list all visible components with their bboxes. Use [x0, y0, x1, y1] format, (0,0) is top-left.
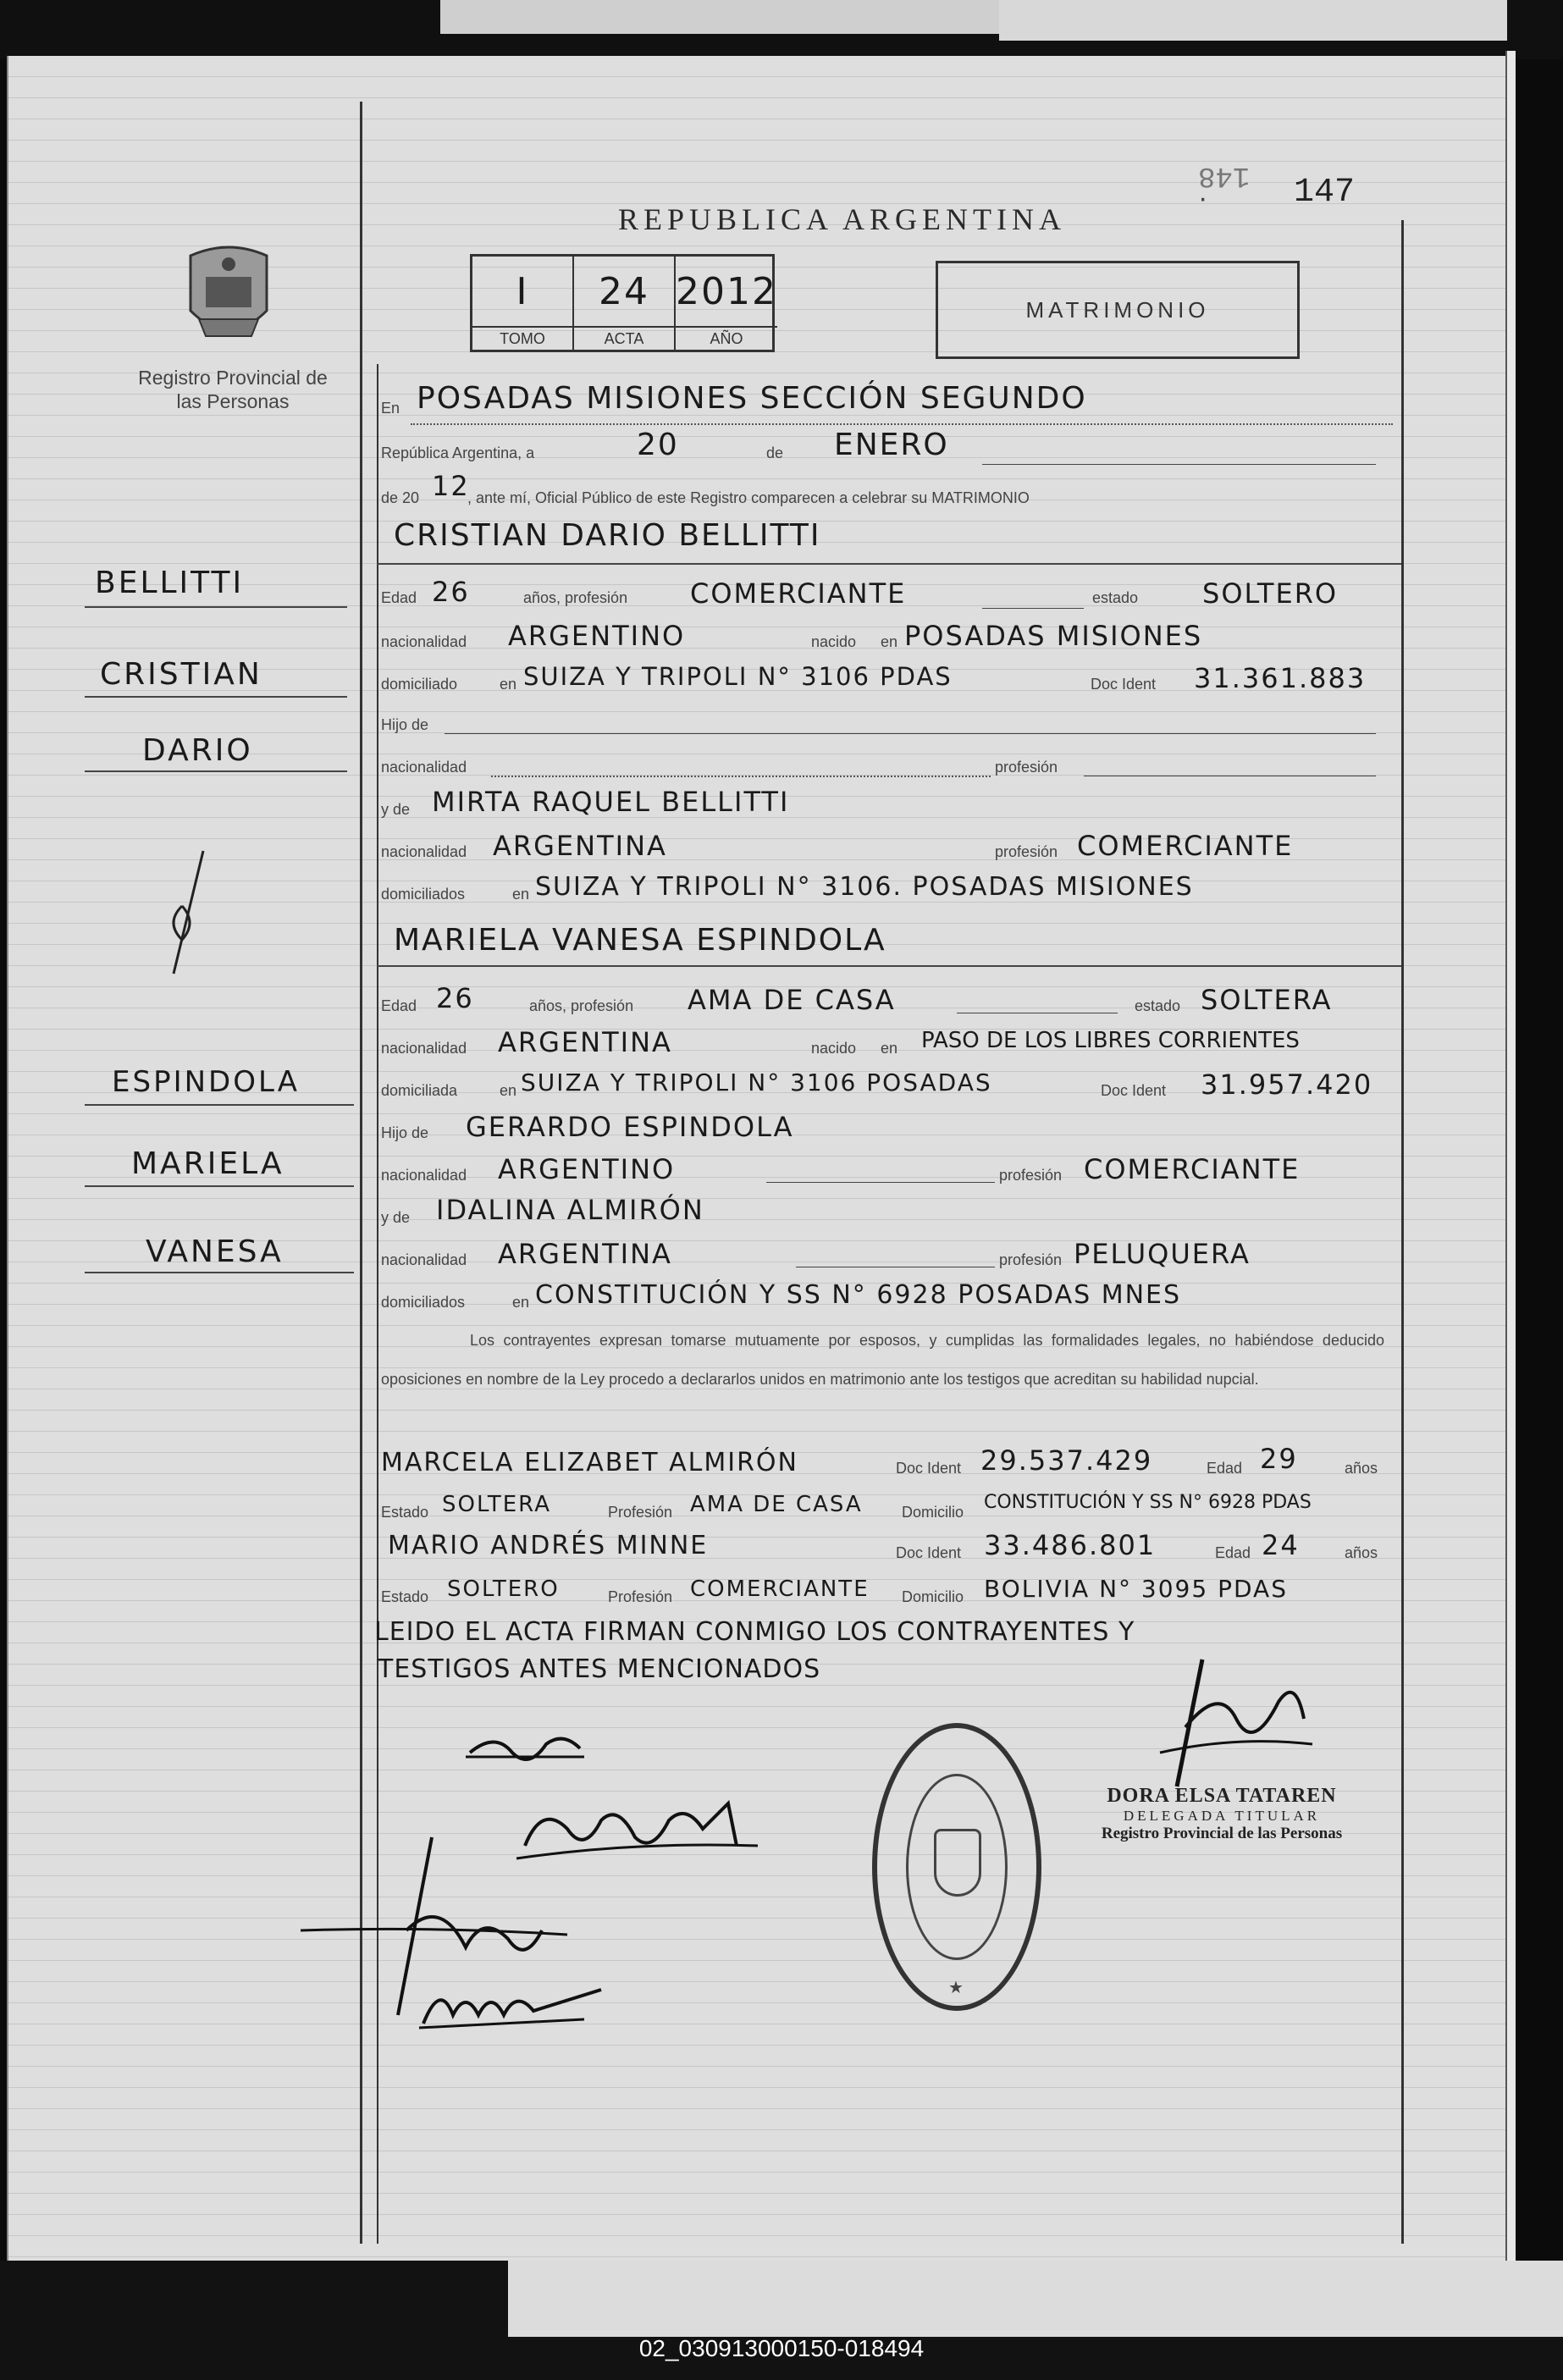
- groom-name: CRISTIAN DARIO BELLITTI: [394, 518, 821, 553]
- domiciliados-label: domiciliados: [381, 886, 466, 903]
- bride-occupation: AMA DE CASA: [688, 984, 896, 1016]
- estado-label: estado: [1135, 997, 1181, 1014]
- place-rule: [411, 423, 1393, 425]
- en-label: en: [512, 886, 530, 903]
- official-office: Registro Provincial de las Personas: [1101, 1825, 1343, 1842]
- tomo-acta-anio-box: [470, 254, 775, 352]
- margin-groom-given-2: DARIO: [142, 733, 253, 768]
- bride-father-occupation: COMERCIANTE: [1084, 1153, 1301, 1185]
- witness2-doc: 33.486.801: [984, 1529, 1157, 1561]
- profesion-label: profesión: [995, 843, 1058, 860]
- profesion-label: profesión: [995, 759, 1058, 776]
- groom-doc: 31.361.883: [1194, 662, 1367, 694]
- day-value: 20: [637, 428, 679, 462]
- witness1-age: 29: [1260, 1443, 1298, 1475]
- father-rule: [445, 733, 1376, 734]
- groom-nationality: ARGENTINO: [508, 620, 686, 652]
- estado-label: Estado: [381, 1588, 429, 1605]
- bride-status: SOLTERA: [1201, 984, 1333, 1016]
- witness2-occupation: COMERCIANTE: [690, 1577, 870, 1602]
- anios-profesion-label: años, profesión: [529, 997, 634, 1014]
- groom-address: SUIZA Y TRIPOLI N° 3106 PDAS: [523, 662, 953, 691]
- intro-text: , ante mí, Oficial Público de este Registro comparecen a celebrar su MATRIMONIO: [467, 489, 1030, 506]
- witness1-occupation: AMA DE CASA: [690, 1492, 863, 1517]
- anios-profesion-label: años, profesión: [523, 589, 628, 606]
- anio-value: 2012: [676, 269, 777, 313]
- official-block: [1074, 1785, 1370, 1843]
- profesion-label: Profesión: [608, 1504, 673, 1521]
- acta-value: 24: [574, 257, 676, 326]
- margin-bride-given-2: VANESA: [146, 1234, 284, 1269]
- margin-rule: [85, 696, 347, 698]
- witness2-name: MARIO ANDRÉS MINNE: [388, 1531, 709, 1560]
- bride-father-nat-rule: [766, 1182, 995, 1183]
- father-nat-rule: [491, 776, 991, 777]
- bride-age: 26: [436, 982, 474, 1014]
- registry-name: Registro Provincial de las Personas: [138, 367, 328, 412]
- en-label: en: [500, 1082, 517, 1099]
- groom-mother-occupation: COMERCIANTE: [1077, 830, 1294, 862]
- republica-label: República Argentina, a: [381, 445, 535, 461]
- acta-label: ACTA: [574, 326, 676, 350]
- closing-line-1: LEIDO EL ACTA FIRMAN CONMIGO LOS CONTRAYENTES Y: [374, 1617, 1135, 1647]
- en-label: en: [512, 1294, 530, 1311]
- en-label: en: [500, 676, 517, 693]
- groom-name-rule: [377, 563, 1401, 565]
- bride-mother-occupation: PELUQUERA: [1074, 1238, 1251, 1270]
- en-label: En: [381, 400, 400, 417]
- domiciliada-label: domiciliada: [381, 1082, 458, 1099]
- tomo-value: I: [472, 257, 574, 326]
- groom-mother: MIRTA RAQUEL BELLITTI: [432, 786, 790, 818]
- margin-bride-given-1: MARIELA: [131, 1146, 284, 1181]
- estado-label: estado: [1092, 589, 1139, 606]
- edad-label: Edad: [381, 997, 417, 1014]
- domicilio-label: Domicilio: [902, 1504, 964, 1521]
- bride-father: GERARDO ESPINDOLA: [466, 1111, 794, 1143]
- witness1-address: CONSTITUCIÓN Y SS N° 6928 PDAS: [984, 1492, 1312, 1513]
- margin-groom-given-1: CRISTIAN: [100, 657, 262, 692]
- y-de-label: y de: [381, 801, 411, 818]
- tomo-label: TOMO: [472, 326, 574, 350]
- stamp-star-icon: ★: [948, 1979, 964, 1997]
- bride-nationality: ARGENTINA: [498, 1026, 672, 1058]
- witness1-doc: 29.537.429: [980, 1444, 1153, 1477]
- margin-rule: [85, 606, 347, 608]
- underlying-page: [440, 0, 999, 34]
- anios-label: años: [1345, 1544, 1378, 1561]
- witness1-status: SOLTERA: [442, 1492, 551, 1517]
- official-title: DELEGADA TITULAR: [1123, 1808, 1321, 1824]
- edad-label: Edad: [381, 589, 417, 606]
- anios-label: años: [1345, 1460, 1378, 1477]
- folio-dot: ·: [1198, 182, 1208, 214]
- underlying-page: [508, 2261, 1563, 2337]
- signature-witness-2: [415, 1973, 610, 2040]
- groom-birthplace: POSADAS MISIONES: [904, 620, 1203, 652]
- domicilio-label: Domicilio: [902, 1588, 964, 1605]
- nacionalidad-label: nacionalidad: [381, 1251, 467, 1268]
- old-folio-number: 148: [1198, 159, 1251, 191]
- folio-number: 147: [1294, 174, 1356, 212]
- record-type-box: MATRIMONIO: [936, 261, 1300, 359]
- en-label: en: [881, 633, 898, 650]
- image-code: 02_030913000150-018494: [638, 2335, 925, 2361]
- groom-occupation: COMERCIANTE: [690, 577, 907, 610]
- declaration-text: Los contrayentes expresan tomarse mutuamente por esposos, y cumplidas las formalidades legales, no habiéndose deducido oposiciones en nombre de la Ley procedo a declararlos unidos en matrimonio ante los testigos que acreditan su habilidad nupcial.: [381, 1332, 1384, 1388]
- doc-ident-label: Doc Ident: [1101, 1082, 1167, 1099]
- groom-occupation-rule: [982, 608, 1084, 609]
- margin-rule: [85, 1185, 354, 1187]
- groom-age: 26: [432, 576, 470, 608]
- nacionalidad-label: nacionalidad: [381, 633, 467, 650]
- country-heading: REPUBLICA ARGENTINA: [618, 202, 1067, 236]
- de20-label: de 20: [381, 489, 420, 506]
- witness2-age: 24: [1262, 1529, 1300, 1561]
- stamp-crest-icon: [934, 1829, 981, 1897]
- edad-label: Edad: [1215, 1544, 1251, 1561]
- bride-parents-address: CONSTITUCIÓN Y SS N° 6928 POSADAS MNES: [535, 1280, 1182, 1310]
- bride-mother-nationality: ARGENTINA: [498, 1238, 672, 1270]
- closing-line-2: TESTIGOS ANTES MENCIONADOS: [378, 1654, 821, 1684]
- hijo-de-label: Hijo de: [381, 1124, 429, 1141]
- anio-label: AÑO: [676, 326, 777, 350]
- bride-address: SUIZA Y TRIPOLI N° 3106 POSADAS: [521, 1069, 992, 1096]
- nacionalidad-label: nacionalidad: [381, 1040, 467, 1057]
- doc-ident-label: Doc Ident: [1091, 676, 1157, 693]
- groom-status: SOLTERO: [1202, 577, 1339, 610]
- nacionalidad-label: nacionalidad: [381, 843, 467, 860]
- date-rule: [982, 464, 1376, 465]
- estado-label: Estado: [381, 1504, 429, 1521]
- bride-mother: IDALINA ALMIRÓN: [436, 1194, 704, 1226]
- profesion-label: profesión: [999, 1167, 1063, 1184]
- bride-name: MARIELA VANESA ESPINDOLA: [394, 923, 886, 958]
- margin-separator-mark: [157, 847, 224, 982]
- witness1-name: MARCELA ELIZABET ALMIRÓN: [381, 1448, 798, 1477]
- signature-official: [1152, 1651, 1321, 1795]
- bride-father-nationality: ARGENTINO: [498, 1153, 676, 1185]
- domiciliado-label: domiciliado: [381, 676, 458, 693]
- domiciliados-label: domiciliados: [381, 1294, 466, 1311]
- margin-bride-surname: ESPINDOLA: [112, 1065, 300, 1099]
- hijo-de-label: Hijo de: [381, 716, 429, 733]
- doc-ident-label: Doc Ident: [896, 1544, 962, 1561]
- y-de-label: y de: [381, 1209, 411, 1226]
- nacido-label: nacido: [811, 633, 857, 650]
- profesion-label: profesión: [999, 1251, 1063, 1268]
- de-label: de: [766, 445, 784, 461]
- margin-rule: [85, 770, 347, 772]
- scan-top-border: [0, 0, 1563, 59]
- margin-rule: [85, 1104, 354, 1106]
- witness2-status: SOLTERO: [447, 1577, 560, 1602]
- place-value: POSADAS MISIONES SECCIÓN SEGUNDO: [417, 381, 1087, 416]
- profesion-label: Profesión: [608, 1588, 673, 1605]
- nacionalidad-label: nacionalidad: [381, 1167, 467, 1184]
- en-label: en: [881, 1040, 898, 1057]
- nacionalidad-label: nacionalidad: [381, 759, 467, 776]
- groom-mother-nationality: ARGENTINA: [493, 830, 667, 862]
- bride-name-rule: [377, 965, 1401, 967]
- groom-parents-address: SUIZA Y TRIPOLI N° 3106. POSADAS MISIONES: [535, 872, 1194, 902]
- official-name: DORA ELSA TATAREN: [1107, 1785, 1337, 1807]
- nacido-label: nacido: [811, 1040, 857, 1057]
- month-value: ENERO: [834, 428, 949, 462]
- bride-doc: 31.957.420: [1201, 1069, 1373, 1101]
- bride-birthplace: PASO DE LOS LIBRES CORRIENTES: [921, 1028, 1300, 1053]
- signature-witness: [461, 1727, 588, 1770]
- provincial-seal-icon: [182, 239, 275, 349]
- page-edge: [1505, 51, 1516, 2269]
- edad-label: Edad: [1207, 1460, 1243, 1477]
- margin-groom-surname: BELLITTI: [95, 566, 245, 600]
- witness2-address: BOLIVIA N° 3095 PDAS: [984, 1575, 1288, 1603]
- margin-rule: [85, 1272, 354, 1273]
- year-suffix: 12: [432, 470, 470, 502]
- form-right-border: [1401, 220, 1404, 2244]
- doc-ident-label: Doc Ident: [896, 1460, 962, 1477]
- underlying-page: [999, 0, 1507, 41]
